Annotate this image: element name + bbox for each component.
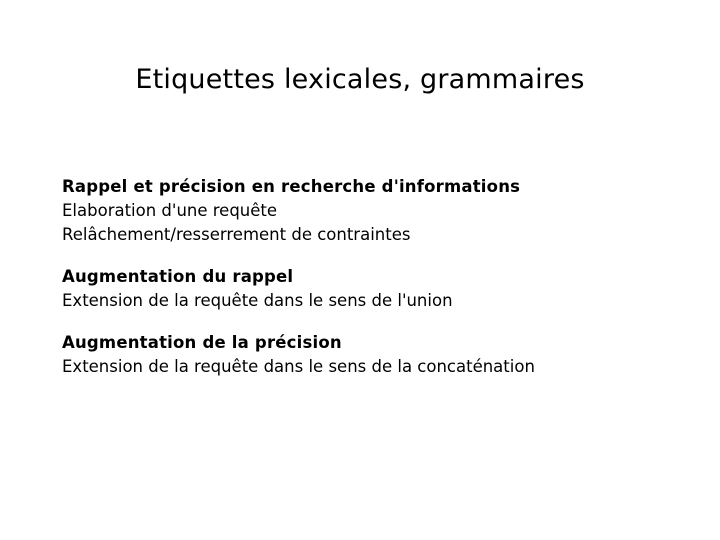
section-line: Extension de la requête dans le sens de la concaténation: [62, 357, 535, 376]
section-recall-precision: [62, 175, 702, 247]
section-recall-increase: [62, 265, 702, 313]
section-line: Elaboration d'une requête: [62, 201, 278, 220]
section-heading: Augmentation de la précision: [62, 333, 342, 352]
section-line: Relâchement/resserrement de contraintes: [62, 225, 411, 244]
section-heading: Augmentation du rappel: [62, 267, 294, 286]
slide-content: [62, 175, 702, 397]
slide-title: Etiquettes lexicales, grammaires: [135, 64, 585, 95]
section-heading: Rappel et précision en recherche d'informations: [62, 177, 521, 196]
section-precision-increase: [62, 331, 702, 379]
section-line: Extension de la requête dans le sens de l'union: [62, 291, 453, 310]
